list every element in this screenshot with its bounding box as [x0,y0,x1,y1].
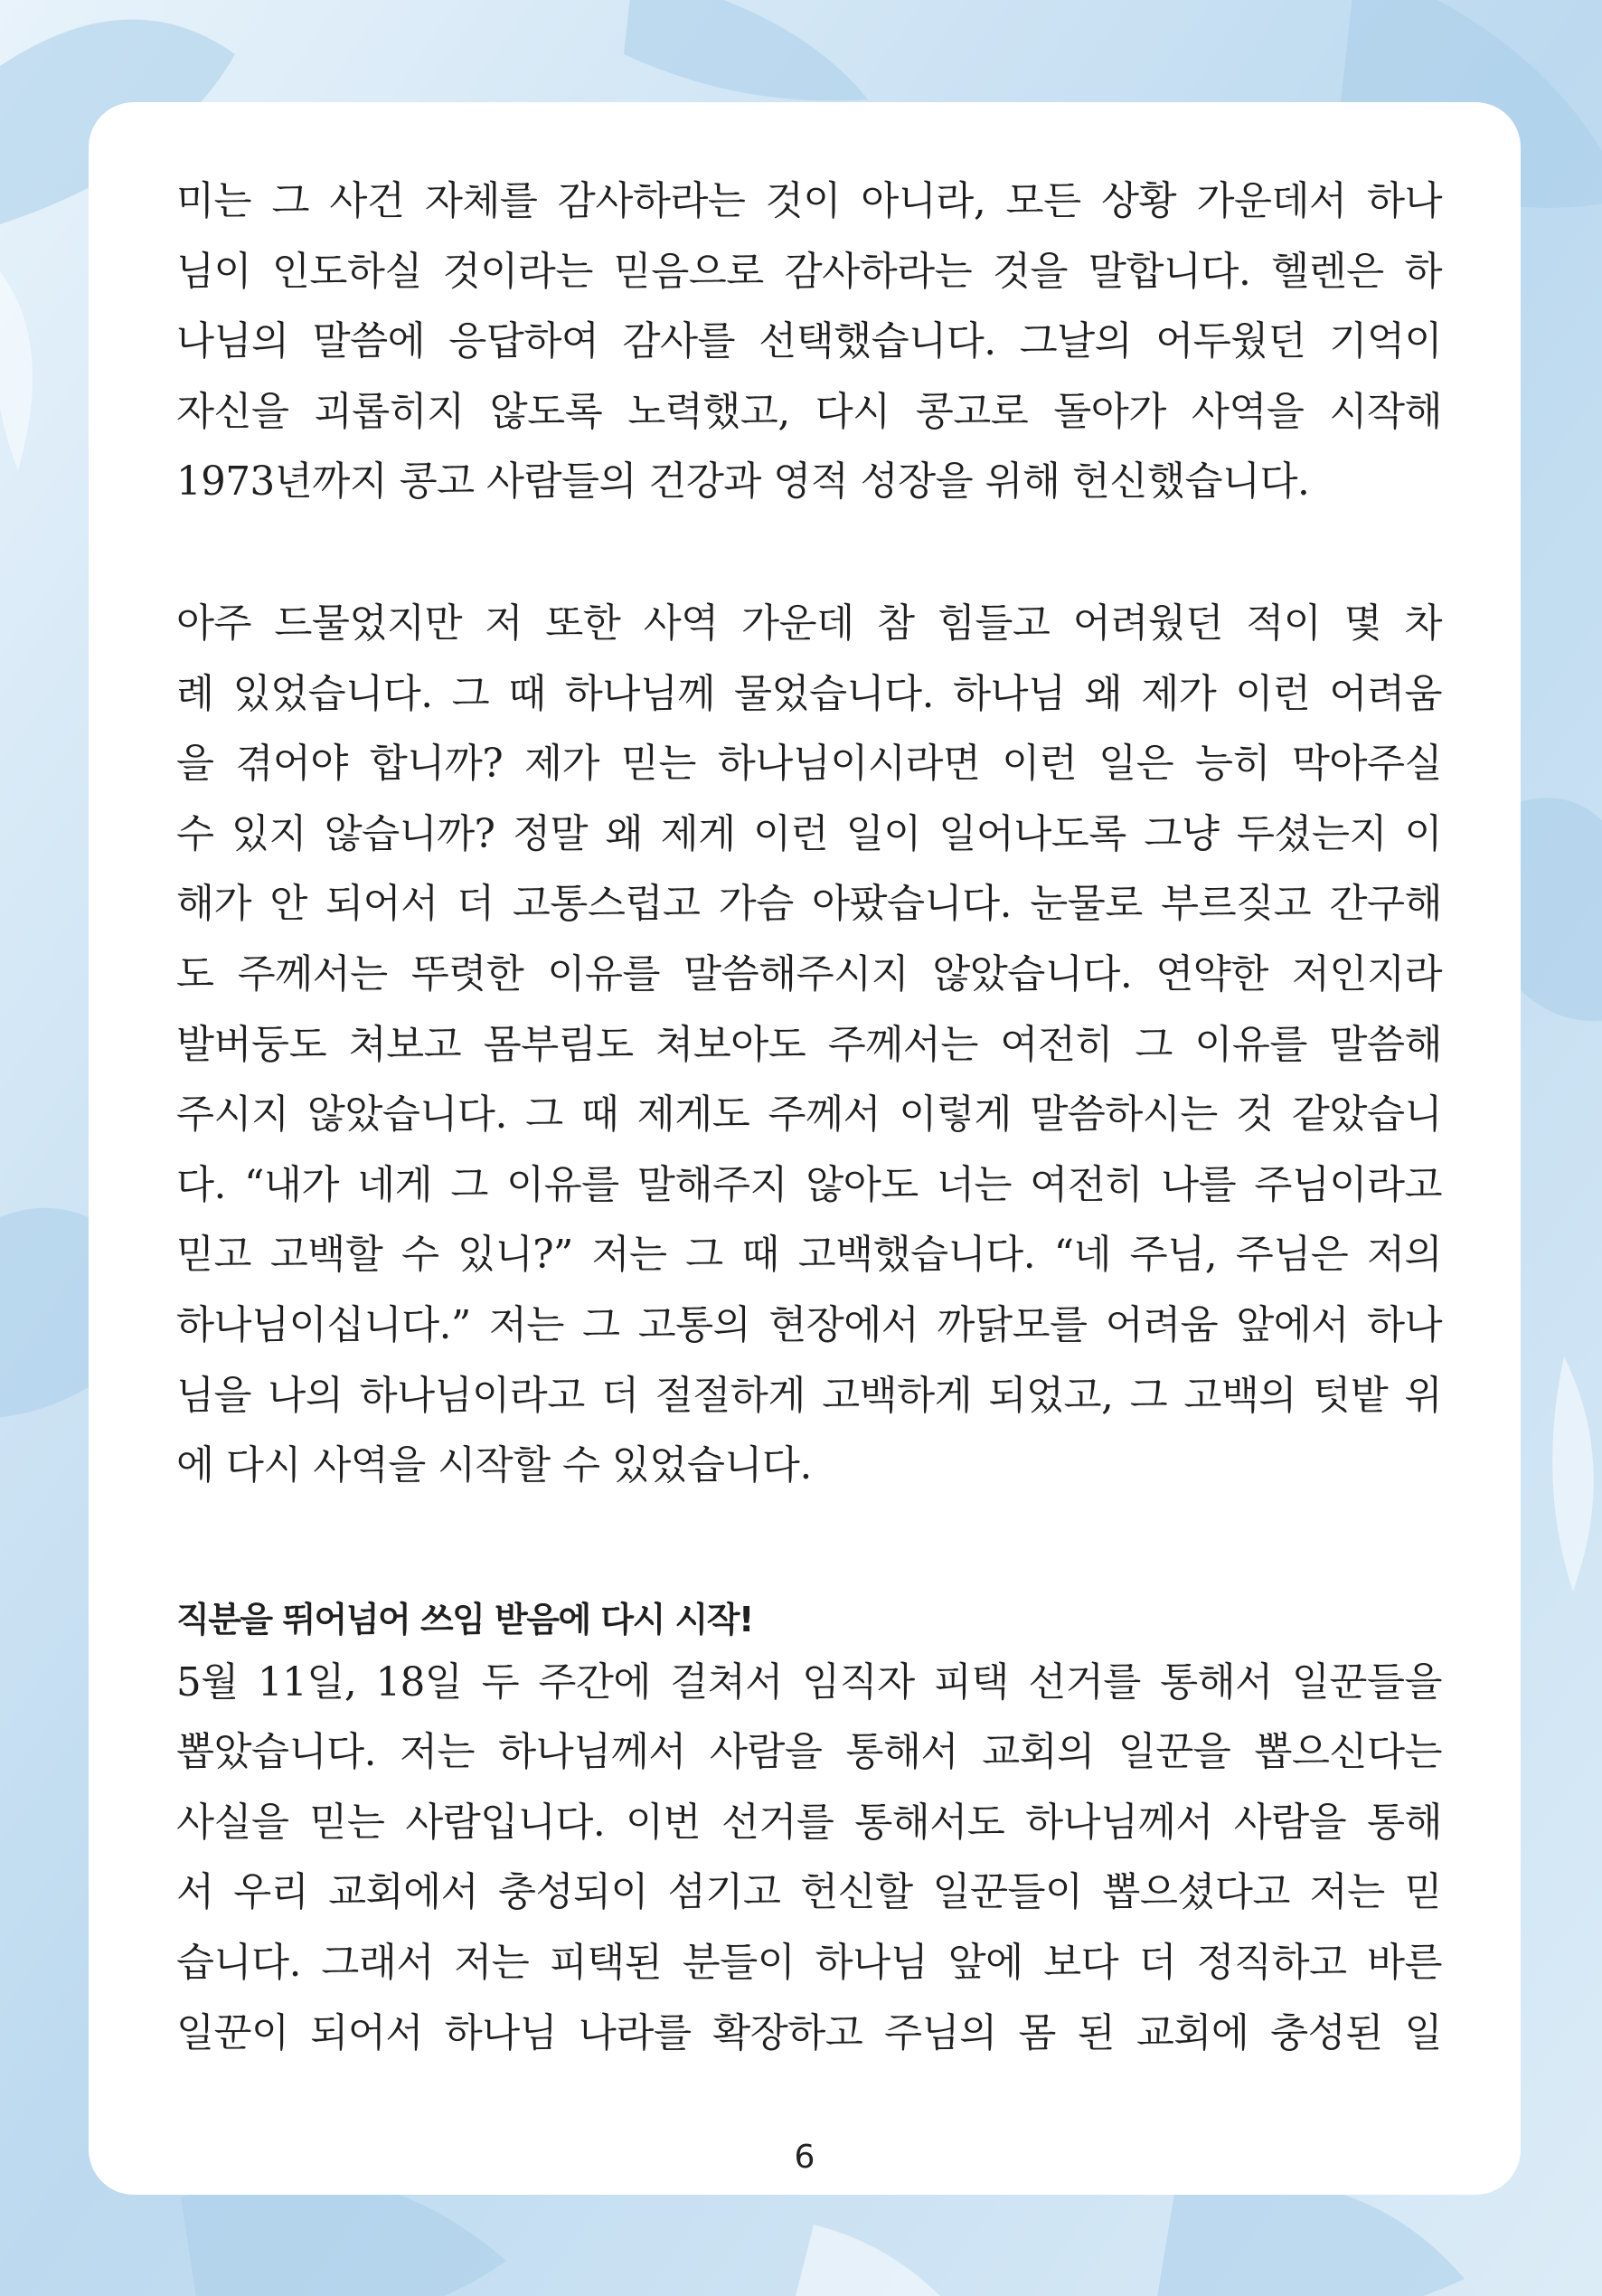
paragraph-3 [176,1649,1442,2070]
text-line: 해가 안 되어서 더 고통스럽고 가슴 아팠습니다. 눈물로 부르짖고 간구해 [176,882,1442,928]
text-line: 1973년까지 콩고 사람들의 건강과 영적 성장을 위해 헌신했습니다. [176,459,1310,505]
paragraph-spacer [176,518,1442,590]
text-line: 나님의 말씀에 응답하여 감사를 선택했습니다. 그날의 어두웠던 기억이 [176,319,1442,365]
text-line: 에 다시 사역을 시작할 수 있었습니다. [176,1443,812,1489]
page-card [89,102,1521,2195]
text-line: 5월 11일, 18일 두 주간에 걸쳐서 임직자 피택 선거를 통해서 일꾼들을 [176,1659,1442,1705]
paragraph-2 [176,590,1442,1502]
text-line: 사실을 믿는 사람입니다. 이번 선거를 통해서도 하나님께서 사람을 통해 [176,1800,1442,1846]
text-line: 수 있지 않습니까? 정말 왜 제게 이런 일이 일어나도록 그냥 두셨는지 이 [176,811,1442,857]
text-line: 아주 드물었지만 저 또한 사역 가운데 참 힘들고 어려웠던 적이 몇 차 [176,600,1442,647]
text-line: 하나님이십니다.” 저는 그 고통의 현장에서 까닭모를 어려움 앞에서 하나 [176,1302,1442,1348]
paragraph-spacer [176,1502,1442,1600]
text-line: 도 주께서는 뚜렷한 이유를 말씀해주시지 않았습니다. 연약한 저인지라 [176,951,1442,997]
text-line: 자신을 괴롭히지 않도록 노력했고, 다시 콩고로 돌아가 사역을 시작해 [176,389,1442,435]
text-line: 례 있었습니다. 그 때 하나님께 물었습니다. 하나님 왜 제가 이런 어려움 [176,671,1442,717]
text-line: 서 우리 교회에서 충성되이 섬기고 헌신할 일꾼들이 뽑으셨다고 저는 믿 [176,1870,1442,1916]
text-line: 습니다. 그래서 저는 피택된 분들이 하나님 앞에 보다 더 정직하고 바른 [176,1941,1442,1987]
section-heading: 직분을 뛰어넘어 쓰임 받음에 다시 시작! [176,1599,753,1639]
text-line: 믿고 고백할 수 있니?” 저는 그 때 고백했습니다. “네 주님, 주님은 저의 [176,1233,1442,1279]
text-line: 을 겪어야 합니까? 제가 믿는 하나님이시라면 이런 일은 능히 막아주실 [176,742,1442,788]
text-line: 님이 인도하실 것이라는 믿음으로 감사하라는 것을 말합니다. 헬렌은 하 [176,249,1442,295]
page-number: 6 [794,2139,815,2176]
text-line: 다. “내가 네게 그 이유를 말해주지 않아도 너는 여전히 나를 주님이라고 [176,1162,1442,1208]
text-line: 미는 그 사건 자체를 감사하라는 것이 아니라, 모든 상황 가운데서 하나 [176,179,1442,224]
paragraph-1 [176,167,1442,518]
text-line: 뽑았습니다. 저는 하나님께서 사람을 통해서 교회의 일꾼을 뽑으신다는 [176,1730,1442,1776]
page-content [176,167,1442,2069]
text-line: 발버둥도 쳐보고 몸부림도 쳐보아도 주께서는 여전히 그 이유를 말씀해 [176,1022,1442,1068]
text-line: 님을 나의 하나님이라고 더 절절하게 고백하게 되었고, 그 고백의 텃밭 위 [176,1373,1442,1419]
text-line: 주시지 않았습니다. 그 때 제게도 주께서 이렇게 말씀하시는 것 같았습니 [176,1092,1442,1139]
text-line: 일꾼이 되어서 하나님 나라를 확장하고 주님의 몸 된 교회에 충성된 일 [176,2010,1442,2056]
